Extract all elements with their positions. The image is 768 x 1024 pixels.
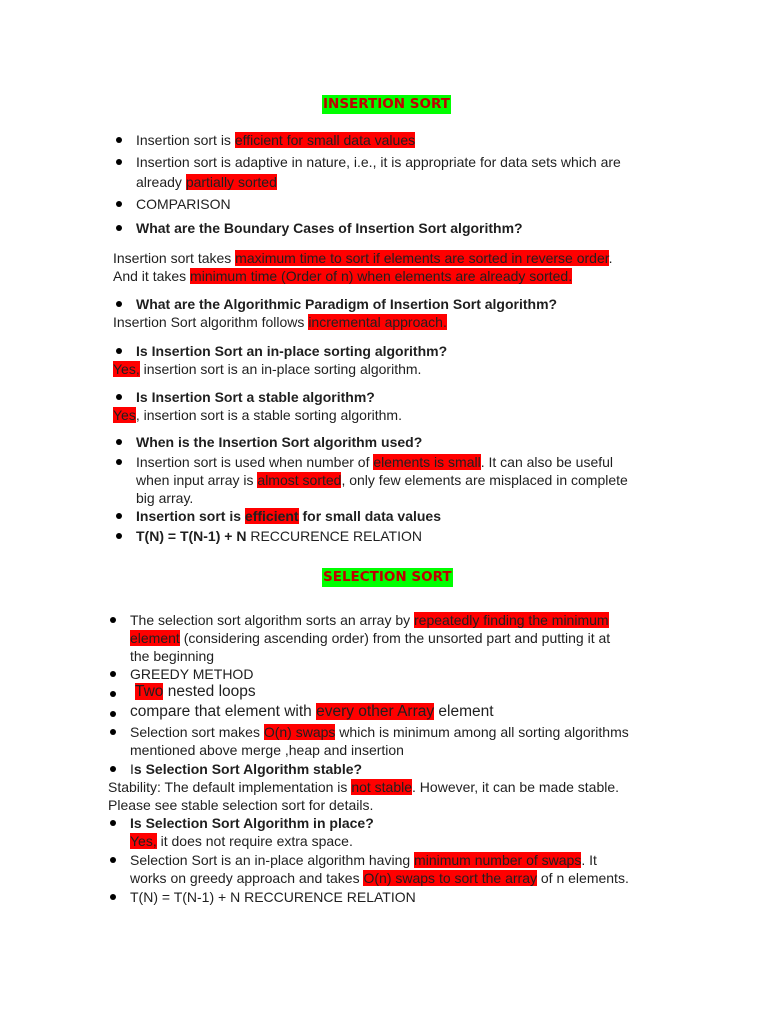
selection-inplace-answer: Yes, it does not require extra space. bbox=[130, 833, 353, 849]
insertion-sort-heading: INSERTION SORT bbox=[323, 96, 450, 112]
selection-bullet-definition-2: element (considering ascending order) from the unsorted part and putting it at bbox=[130, 630, 611, 646]
bullet bbox=[116, 394, 122, 400]
selection-recurrence: T(N) = T(N-1) + N RECCURENCE RELATION bbox=[130, 889, 416, 905]
insertion-bullet-adaptive-cont: already partially sorted bbox=[136, 174, 277, 190]
bullet bbox=[110, 691, 116, 697]
insertion-bullet-adaptive: Insertion sort is adaptive in nature, i.e., it is appropriate for data sets which are bbox=[136, 154, 621, 170]
insertion-bullet-efficient-bold: Insertion sort is efficient for small data values bbox=[136, 508, 442, 524]
bullet bbox=[110, 729, 116, 735]
insertion-question-paradigm: What are the Algorithmic Paradigm of Insertion Sort algorithm? bbox=[136, 296, 558, 312]
bullet bbox=[116, 439, 122, 445]
bullet bbox=[116, 159, 122, 165]
selection-bullet-inplace-1: Selection Sort is an in-place algorithm having minimum number of swaps. It bbox=[130, 852, 597, 868]
bullet bbox=[110, 820, 116, 826]
selection-stability-2: Please see stable selection sort for details. bbox=[108, 797, 374, 813]
bullet bbox=[116, 137, 122, 143]
selection-bullet-inplace-2: works on greedy approach and takes O(n) swaps to sort the array of n elements. bbox=[130, 870, 629, 886]
selection-bullet-compare: compare that element with every other Array element bbox=[130, 703, 494, 720]
selection-bullet-nested-loops: Two nested loops bbox=[135, 683, 256, 700]
bullet bbox=[110, 671, 116, 677]
insertion-recurrence: T(N) = T(N-1) + N RECCURENCE RELATION bbox=[136, 528, 422, 544]
bullet bbox=[110, 857, 116, 863]
insertion-bullet-efficient: Insertion sort is efficient for small data values bbox=[136, 132, 416, 148]
insertion-question-boundary: What are the Boundary Cases of Insertion Sort algorithm? bbox=[136, 220, 523, 236]
bullet bbox=[110, 617, 116, 623]
selection-bullet-definition-1: The selection sort algorithm sorts an array by repeatedly finding the minimum bbox=[130, 612, 609, 628]
insertion-question-used: When is the Insertion Sort algorithm used? bbox=[136, 434, 423, 450]
selection-bullet-swaps-1: Selection sort makes O(n) swaps which is minimum among all sorting algorithms bbox=[130, 724, 629, 740]
insertion-question-inplace: Is Insertion Sort an in-place sorting algorithm? bbox=[136, 343, 448, 359]
bullet bbox=[116, 301, 122, 307]
bullet bbox=[110, 711, 116, 717]
bullet bbox=[116, 201, 122, 207]
insertion-used-answer-2: when input array is almost sorted, only few elements are misplaced in complete bbox=[136, 472, 628, 488]
insertion-used-answer-1: Insertion sort is used when number of elements is small. It can also be useful bbox=[136, 454, 614, 470]
selection-bullet-swaps-2: mentioned above merge ,heap and insertion bbox=[130, 742, 404, 758]
selection-question-inplace: Is Selection Sort Algorithm in place? bbox=[130, 815, 374, 831]
bullet bbox=[116, 533, 122, 539]
bullet bbox=[110, 766, 116, 772]
bullet bbox=[116, 459, 122, 465]
selection-sort-heading: SELECTION SORT bbox=[323, 569, 452, 585]
selection-bullet-definition-3: the beginning bbox=[130, 648, 215, 664]
insertion-bullet-comparison: COMPARISON bbox=[136, 196, 231, 212]
selection-bullet-greedy: GREEDY METHOD bbox=[130, 666, 254, 682]
insertion-boundary-answer-1: Insertion sort takes maximum time to sort if elements are sorted in reverse order. bbox=[113, 250, 613, 266]
bullet bbox=[116, 225, 122, 231]
insertion-used-answer-3: big array. bbox=[136, 490, 194, 506]
bullet bbox=[110, 894, 116, 900]
selection-stability-1: Stability: The default implementation is not stable. However, it can be made stable. bbox=[108, 779, 620, 795]
insertion-inplace-answer: Yes, insertion sort is an in-place sorting algorithm. bbox=[113, 361, 422, 377]
insertion-paradigm-answer: Insertion Sort algorithm follows incremental approach. bbox=[113, 314, 447, 330]
insertion-question-stable: Is Insertion Sort a stable algorithm? bbox=[136, 389, 375, 405]
selection-question-stable: Is Selection Sort Algorithm stable? bbox=[130, 761, 363, 777]
bullet bbox=[116, 513, 122, 519]
bullet bbox=[116, 348, 122, 354]
insertion-stable-answer: Yes, insertion sort is a stable sorting algorithm. bbox=[113, 407, 402, 423]
insertion-boundary-answer-2: And it takes minimum time (Order of n) when elements are already sorted. bbox=[113, 268, 573, 284]
